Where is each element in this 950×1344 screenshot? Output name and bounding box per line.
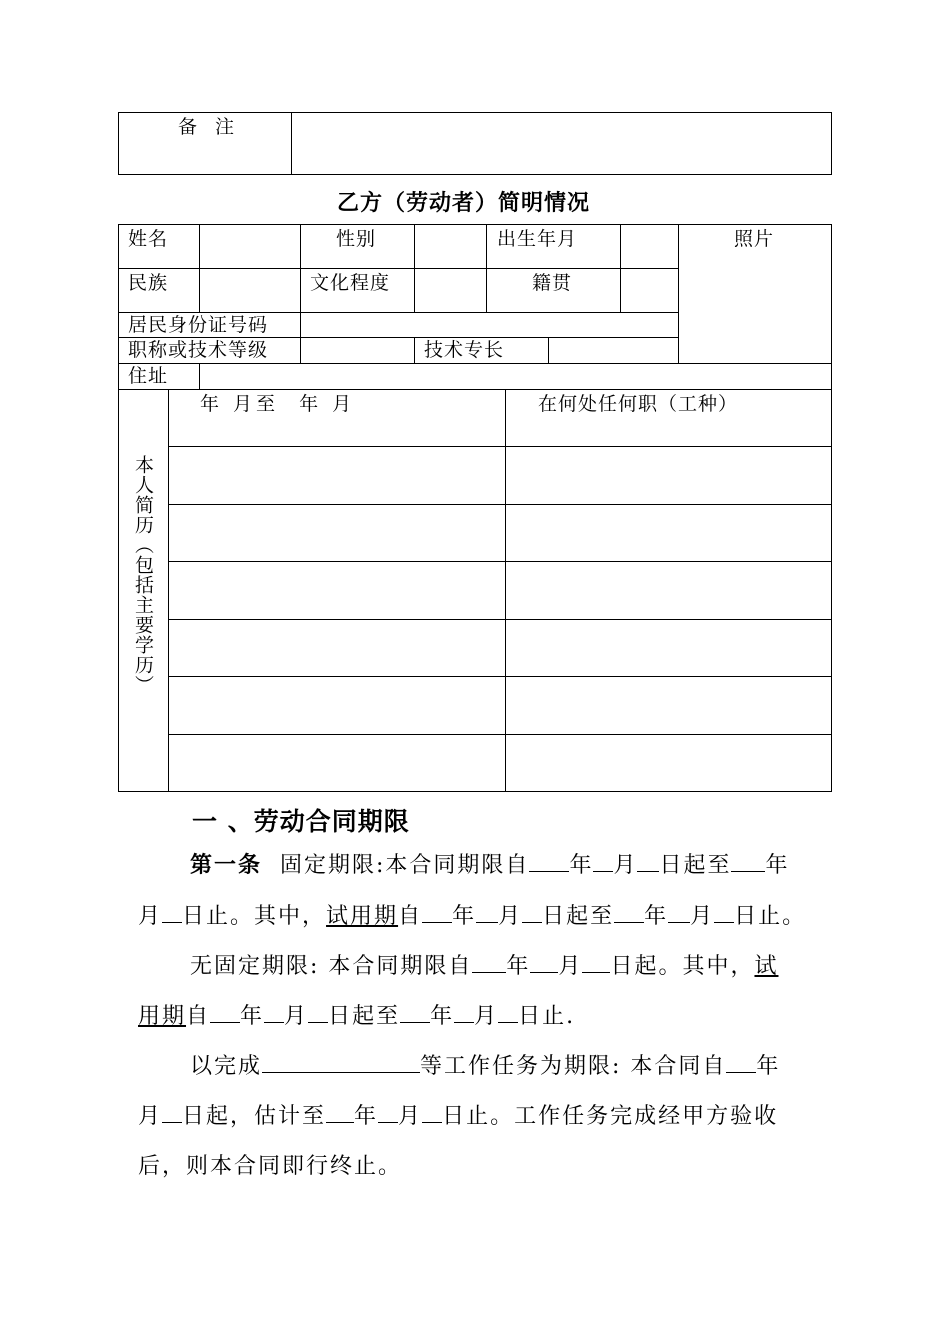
blank[interactable] [400,1004,430,1023]
info-table [118,224,832,792]
probation-term: 用期 [138,1004,187,1029]
indefinite-line1: 无固定期限: 本合同期限自 年 月 日起。其中，试 [190,954,779,979]
resume-label-divider [168,389,169,792]
blank[interactable] [162,1104,182,1123]
info-row-line [118,337,678,338]
blank[interactable] [472,954,506,973]
blank[interactable] [726,1054,756,1073]
task-line2: 月 日起，估计至 年 月 日止。工作任务完成经甲方验收 [138,1104,779,1129]
resume-row-line [168,734,832,735]
info-col-line [620,224,621,312]
blank[interactable] [582,954,610,973]
info-col-line [199,363,200,389]
native-place-label: 籍贯 [532,272,573,294]
article1-line2: 月 日止。其中，试用期自 年 月 日起至 年 月 日止。 [138,904,807,929]
blank[interactable] [637,853,659,872]
name-label: 姓名 [128,228,169,250]
blank[interactable] [614,904,644,923]
info-row-line [118,363,832,364]
task-blank[interactable] [262,1054,420,1073]
info-col-line [678,224,679,363]
address-label: 住址 [128,365,169,387]
position-header: 在何处任何职（工种） [538,393,739,415]
info-row-line [118,312,678,313]
probation-term: 试 [754,954,779,979]
info-col-line [300,312,301,337]
gender-label: 性别 [336,228,377,250]
blank[interactable] [530,954,558,973]
ethnicity-label: 民族 [128,272,169,294]
info-col-line [414,224,415,312]
info-col-line [414,337,415,363]
info-col-line [199,224,200,312]
info-col-line [300,337,301,363]
blank[interactable] [378,1104,398,1123]
education-label: 文化程度 [310,272,391,294]
info-col-line [300,224,301,312]
title-level-label: 职称或技术等级 [128,339,269,361]
blank[interactable] [308,1004,328,1023]
blank[interactable] [731,853,765,872]
info-row-line [118,268,678,269]
task-line1: 以完成 等工作任务为期限: 本合同自 年 [190,1054,781,1079]
article1-line1: 第一条 固定期限:本合同期限自 年 月 日起至 年 [190,853,790,878]
id-number-label: 居民身份证号码 [128,314,269,336]
period-header: 年 月至 年 月 [200,393,356,415]
article1-label: 第一条 [190,853,263,878]
blank[interactable] [210,1004,240,1023]
blank[interactable] [498,1004,518,1023]
blank[interactable] [668,904,690,923]
resume-row-line [168,619,832,620]
resume-row-line [168,504,832,505]
blank[interactable] [422,1104,442,1123]
resume-row-line [168,676,832,677]
section-title: 乙方（劳动者）简明情况 [337,191,591,216]
remark-label: 备 注 [178,116,241,138]
contract-heading: 一 、劳动合同期限 [192,807,410,836]
task-line3: 后，则本合同即行终止。 [138,1154,403,1179]
resume-col-divider [505,389,506,792]
blank[interactable] [454,1004,474,1023]
probation-term: 试用期 [326,904,399,929]
remark-divider [291,112,292,175]
blank[interactable] [162,904,182,923]
indefinite-line2: 用期自 年 月 日起至 年 月 日止. [138,1004,576,1029]
blank[interactable] [422,904,452,923]
blank[interactable] [264,1004,284,1023]
blank[interactable] [326,1104,354,1123]
blank[interactable] [522,904,542,923]
resume-row-line [168,446,832,447]
blank[interactable] [476,904,498,923]
resume-row-line [168,561,832,562]
photo-label: 照片 [734,228,775,250]
blank[interactable] [714,904,734,923]
info-row-line [118,389,832,390]
resume-label: 本人简历（包括主要学历） [132,455,154,695]
blank[interactable] [529,853,569,872]
blank[interactable] [593,853,613,872]
info-col-line [486,224,487,312]
specialty-label: 技术专长 [424,339,505,361]
info-col-line [548,337,549,363]
birth-label: 出生年月 [497,228,578,250]
